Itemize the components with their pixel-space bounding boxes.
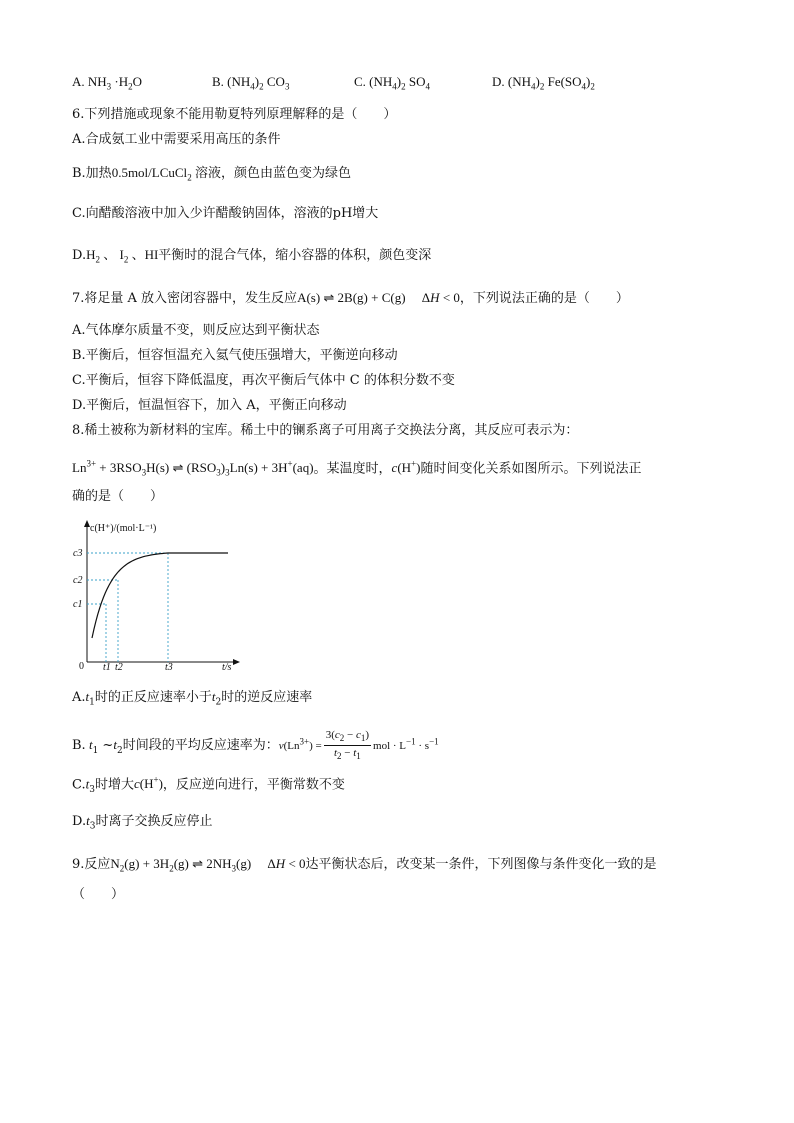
q7-stem: 7.将足量 A 放入密闭容器中，发生反应A(s) ⇌ 2B(g) + C(g) ΔH < 0，下列说法正确的是（ ） [72,290,629,306]
q6-stem: 6.下列措施或现象不能用勒夏特列原理解释的是（ ） [72,107,397,122]
concentration-curve [92,553,168,638]
x-axis-arrow [233,659,240,665]
y-tick-c2: c2 [73,575,83,586]
q5-option-a: A. $NH_3 \cdot H_2O$ [72,74,143,92]
q5-option-b: B. $(NH_4)_2$ $CO_3$ [212,74,290,92]
q6-option-b: B.加热0.5mol/LCuCl$_2$ 溶液，颜色由蓝色变为绿色 [72,165,351,183]
q5-option-c: C. $(NH_4)_2$ $SO_4$ [354,74,430,92]
q8-equation-line: $Ln^{3+} + 3RSO_3H(s)$ ⇌ $(RSO_3)_3Ln(s) + 3H^+(aq)$。某温度时，c(H+)随时间变化关系如图所示。下列说法正 [72,459,642,478]
q8-option-c: $C.t_3$时增大c(H+)，反应逆向进行，平衡常数不变 [72,775,345,795]
q7-option-c: C.平衡后，恒容下降低温度，再次平衡后气体中 C 的体积分数不变 [72,373,455,388]
q9-stem: 9.反应$N_2(g) + 3H_2(g)$ ⇌ $2NH_3(g)$ ΔH < 0达平衡状态后，改变某一条件，下列图像与条件变化一致的是 [72,856,657,874]
q6-option-d: $D.H_2$ 、 $I_2$ 、HI平衡时的混合气体，缩小容器的体积，颜色变深 [72,247,432,265]
q8-option-d: $D.t_3$时离子交换反应停止 [72,813,213,832]
q7-option-b: B.平衡后，恒容恒温充入氦气使压强增大，平衡逆向移动 [72,348,398,363]
q5-option-d: D. $(NH_4)_2$ $Fe(SO_4)_2$ [492,74,595,92]
x-tick-t1: t1 [103,662,111,673]
q8-option-b: B. $t_1$ $\sim t_2$时间段的平均反应速率为：$v(Ln^{3+})$ = $\frac{3(c_2 - c_1)}{t_2 - t_1}$ mol · $L^{-1} \cdot s^{-1}$ [72,729,439,762]
q6-option-a: A.合成氨工业中需要采用高压的条件 [72,132,281,147]
y-axis-label: c(H⁺)/(mol·L⁻¹) [90,523,157,534]
q8-option-a: $A.t_1$时的正反应速率小于$t_2$时的逆反应速率 [72,689,313,708]
q8-stem-end: 确的是（ ） [72,489,164,504]
concentration-time-chart [73,514,246,673]
x-axis-label: t/s [222,662,232,673]
y-tick-c3: c3 [73,548,83,559]
x-tick-t2: t2 [115,662,123,673]
q8-stem: 8.稀土被称为新材料的宝库。稀土中的镧系离子可用离子交换法分离，其反应可表示为： [72,423,579,438]
q7-option-d: D.平衡后，恒温恒容下，加入 A，平衡正向移动 [72,398,347,413]
q9-stem-end: （ ） [72,887,125,902]
guide-lines [87,553,168,662]
x-tick-t3: t3 [165,662,173,673]
origin-label: 0 [79,661,84,672]
q6-option-c: C.向醋酸溶液中加入少许醋酸钠固体，溶液的pH增大 [72,206,379,221]
y-tick-c1: c1 [73,599,83,610]
q7-option-a: A.气体摩尔质量不变，则反应达到平衡状态 [72,323,320,338]
